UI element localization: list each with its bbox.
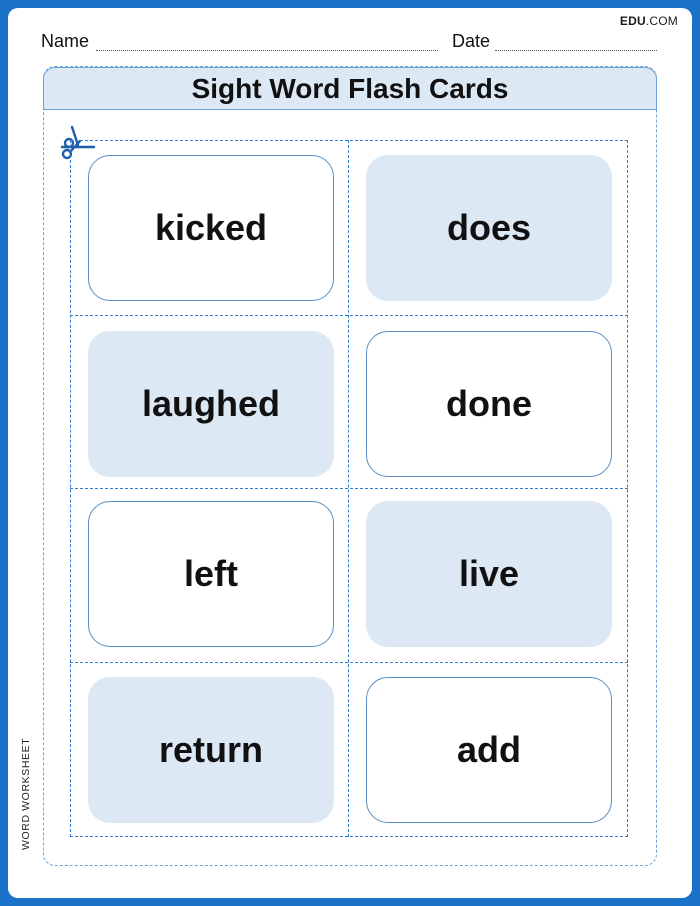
- flash-card-2: [366, 155, 612, 301]
- flash-card-3: [88, 331, 334, 477]
- brand-logo: EDU.COM: [619, 14, 678, 28]
- worksheet-page: [8, 8, 692, 898]
- card-word: kicked: [154, 207, 268, 248]
- page-title: Sight Word Flash Cards: [191, 72, 509, 104]
- card-word: add: [456, 729, 521, 770]
- title-band: [43, 67, 657, 110]
- card-word: live: [458, 553, 520, 594]
- card-word: left: [184, 553, 238, 594]
- flash-card-7: [88, 677, 334, 823]
- flash-card-1: [88, 155, 334, 301]
- flash-card-8: [366, 677, 612, 823]
- flash-card-6: [366, 501, 612, 647]
- cut-line-horizontal-3: [70, 662, 628, 663]
- card-word: return: [158, 729, 263, 770]
- date-field[interactable]: [495, 50, 657, 51]
- cut-line-horizontal-2: [70, 488, 628, 489]
- cut-line-horizontal-1: [70, 315, 628, 316]
- card-word: done: [446, 383, 532, 424]
- date-label: Date: [452, 31, 491, 51]
- flash-card-5: [88, 501, 334, 647]
- worksheet-side-label: WORD WORKSHEET: [20, 737, 32, 850]
- flash-card-4: [366, 331, 612, 477]
- card-word: laughed: [141, 383, 280, 424]
- card-word: does: [446, 207, 532, 248]
- name-field[interactable]: [96, 50, 438, 51]
- name-label: Name: [41, 31, 90, 51]
